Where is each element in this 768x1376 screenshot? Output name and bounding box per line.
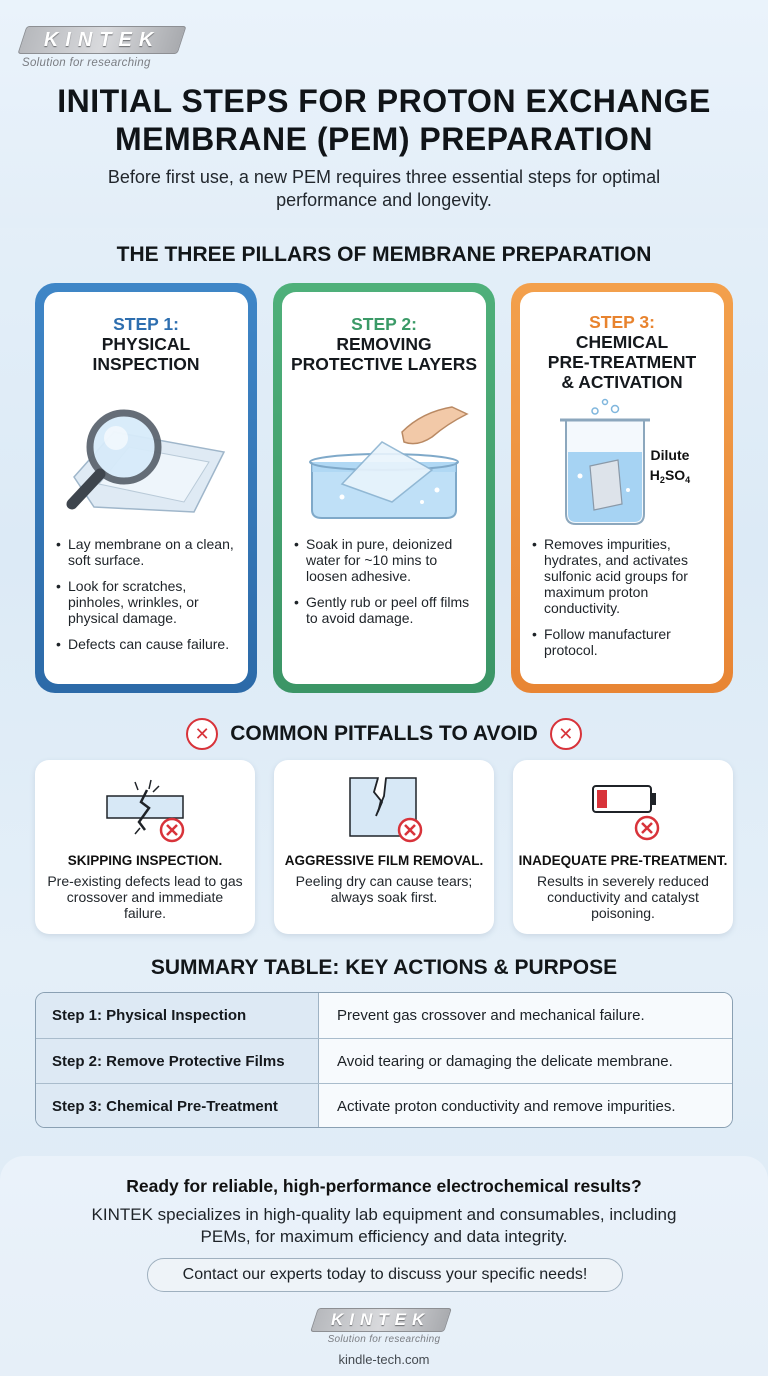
pitfall-description: Results in severely reduced conductivity and catalyst poisoning. [537,873,709,921]
step-title-line2: PRE-TREATMENT [547,352,697,372]
bullet: • Look for scratches, pinholes, wrinkles, or physical damage. [56,578,240,626]
table-cell-action: Step 1: Physical Inspection [36,993,319,1038]
logo-tagline: Solution for researching [327,1334,441,1345]
bullet: • Follow manufacturer protocol. [532,626,716,658]
pitfall-description: Peeling dry can cause tears; always soak first. [295,873,473,905]
step-label: STEP 2: [351,314,417,334]
chemical-formula: $H_2SO_4$ [649,467,691,485]
step-title-line1: REMOVING [336,334,432,354]
step-title [282,334,486,374]
step-label: STEP 1: [113,314,179,334]
step-title-line3: & ACTIVATION [561,372,683,392]
magnifier-icon [44,392,248,532]
bullet: • Defects can cause failure. [56,636,240,652]
pitfall-title: INADEQUATE PRE-TREATMENT. [518,853,728,868]
step-title-line1: CHEMICAL [575,332,669,352]
bullet: • Lay membrane on a clean, soft surface. [56,536,240,568]
pillar-step-1 [35,283,257,693]
header [0,0,768,228]
page-title-line1: INITIAL STEPS FOR PROTON EXCHANGE [57,83,711,119]
summary-section-title: SUMMARY TABLE: KEY ACTIONS & PURPOSE [150,956,618,979]
summary-table [35,992,733,1128]
low-battery-icon [513,772,733,852]
table-row [36,1038,732,1083]
x-circle-icon: ✕ [186,718,218,750]
step-title [44,334,248,374]
page-subtitle: Before first use, a new PEM requires three essential steps for optimal performance and longevity. [107,167,661,210]
table-cell-action: Step 3: Chemical Pre-Treatment [36,1084,319,1128]
step-title-line2: PROTECTIVE LAYERS [290,354,478,374]
logo-tagline: Solution for researching [22,57,151,69]
step-2-bullets [294,536,478,636]
pillars-section-title: THE THREE PILLARS OF MEMBRANE PREPARATION [116,243,652,266]
table-cell-purpose: Prevent gas crossover and mechanical failure. [319,993,732,1038]
page-title [0,82,768,158]
step-3-bullets [532,536,716,668]
bullet: • Gently rub or peel off films to avoid damage. [294,594,478,626]
beaker-icon [520,396,724,536]
table-row [36,1083,732,1128]
step-title [520,332,724,392]
pitfalls-section-title: COMMON PITFALLS TO AVOID [230,722,538,745]
cracked-membrane-icon [35,772,255,852]
pitfall-card-skipping-inspection [35,760,255,934]
pitfall-description: Pre-existing defects lead to gas crossover and immediate failure. [47,873,243,921]
bullet: • Soak in pure, deionized water for ~10 mins to loosen adhesive. [294,536,478,584]
pitfalls-header [0,716,768,752]
cta-title: Ready for reliable, high-performance electrochemical results? [126,1176,642,1196]
kintek-logo[interactable] [22,26,192,69]
pitfall-title: SKIPPING INSPECTION. [67,853,223,868]
logo-text: KINTEK [43,28,161,51]
table-row [36,993,732,1038]
step-1-bullets [56,536,240,662]
logo-badge [310,1308,452,1332]
pillar-step-3 [511,283,733,693]
step-title-line1: PHYSICAL [101,334,191,354]
torn-film-icon [274,772,494,852]
cta-section [0,1156,768,1376]
page-title-line2: MEMBRANE (PEM) PREPARATION [114,121,654,157]
step-label: STEP 3: [589,312,655,332]
logo-text: KINTEK [331,1310,431,1329]
pitfall-card-inadequate-pretreatment [513,760,733,934]
step-title-line2: INSPECTION [92,354,200,374]
bullet: • Removes impurities, hydrates, and activates sulfonic acid groups for maximum proton conductivity. [532,536,716,616]
pitfall-title: AGGRESSIVE FILM REMOVAL. [284,853,484,868]
table-cell-purpose: Activate proton conductivity and remove impurities. [319,1084,732,1128]
table-cell-action: Step 2: Remove Protective Films [36,1039,319,1083]
beaker-label: Dilute [650,447,690,463]
kintek-footer-logo[interactable] [314,1308,454,1345]
logo-badge [17,26,186,54]
website-link[interactable]: kindle-tech.com [338,1352,430,1367]
pillar-step-2 [273,283,495,693]
cta-body: KINTEK specializes in high-quality lab equipment and consumables, including PEMs, for maximum efficiency and data integrity. [91,1205,677,1246]
contact-experts-button[interactable]: Contact our experts today to discuss your specific needs! [147,1258,623,1292]
water-bath-icon [282,392,486,532]
table-cell-purpose: Avoid tearing or damaging the delicate membrane. [319,1039,732,1083]
pitfall-card-aggressive-film-removal [274,760,494,934]
x-circle-icon: ✕ [550,718,582,750]
